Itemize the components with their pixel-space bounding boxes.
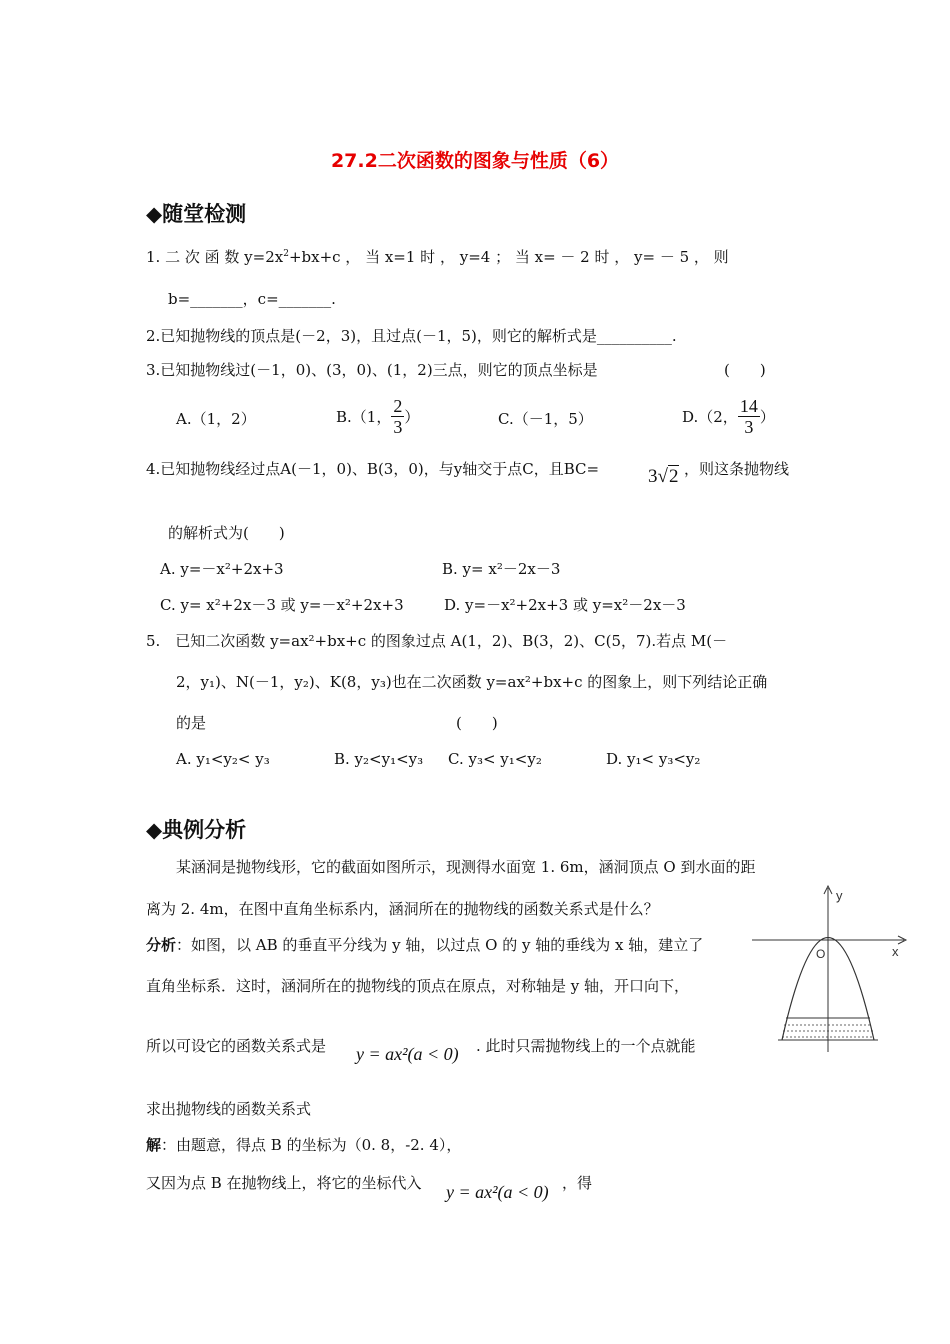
question-4-option-b: B. y= x²－2x－3 (442, 560, 561, 578)
question-5-option-b: B. y₂<y₁<y₃ (334, 750, 424, 768)
question-3-answer-paren: ( ) (724, 361, 766, 379)
question-4-stem-end: ，则这条抛物线 (684, 460, 790, 478)
question-5-option-c: C. y₃< y₁<y₂ (448, 750, 542, 768)
question-2: 2.已知抛物线的顶点是(－2，3)，且过点(－1，5)，则它的解析式是__________. (146, 327, 677, 345)
three-root-two: 3√2 (648, 466, 679, 487)
page-title: 27.2二次函数的图象与性质（6） (330, 150, 620, 172)
formula-y-ax2-second: y = ax²(a < 0) (446, 1182, 549, 1202)
question-3-option-d: D.（2， $\frac{14}{3}$ ） (682, 396, 775, 437)
solution-line-2: 又因为点 B 在抛物线上，将它的坐标代入 (146, 1174, 422, 1192)
analysis-line-2: 直角坐标系．这时，涵洞所在的抛物线的顶点在原点，对称轴是 y 轴，开口向下， (146, 977, 690, 995)
question-3-option-b: B.（1， $\frac{2}{3}$ ） (336, 396, 420, 437)
question-4-option-c: C. y= x²+2x－3 或 y=－x²+2x+3 (160, 596, 404, 614)
question-5-option-a: A. y₁<y₂< y₃ (176, 750, 270, 768)
example-paragraph-1: 某涵洞是抛物线形，它的截面如图所示，现测得水面宽 1. 6m，涵洞顶点 O 到水面的距 (176, 858, 756, 876)
section-heading-quiz: ◆随堂检测 (146, 202, 247, 226)
question-5-option-d: D. y₁< y₃<y₂ (606, 750, 701, 768)
question-3-stem: 3.已知抛物线过(－1，0)、(3，0)、(1，2)三点，则它的顶点坐标是 (146, 361, 598, 379)
analysis-line-1: 分析：如图，以 AB 的垂直平分线为 y 轴，以过点 O 的 y 轴的垂线为 x 轴，建立了 (146, 936, 704, 954)
solution-line-2-end: ，得 (562, 1174, 593, 1192)
fraction-two-thirds: $\frac{2}{3}$ (393, 396, 403, 437)
question-5-line-2: 2，y₁)、N(－1，y₂)、K(8，y₃)也在二次函数 y=ax²+bx+c 的图象上，则下列结论正确 (176, 673, 768, 691)
example-paragraph-2: 离为 2. 4m，在图中直角坐标系内，涵洞所在的抛物线的函数关系式是什么？ (146, 900, 659, 918)
solution-line-1: 解：由题意，得点 B 的坐标为（0. 8，-2. 4）， (146, 1136, 462, 1154)
question-5-line-3: 的是 (176, 714, 207, 732)
question-1-line-1: 1. 二 次 函 数 $y=2x^2+bx+c$ ， 当 x=1 时 ， y=4 ； 当 x= － 2 时 ， y= － 5 ， 则 (146, 248, 729, 266)
culvert-parabola-figure (748, 880, 913, 1060)
question-3-option-a: A.（1，2） (176, 410, 256, 428)
question-4-stem: 4.已知抛物线经过点A(－1，0)、B(3，0)，与y轴交于点C，且BC= (146, 460, 600, 478)
analysis-line-4: 求出抛物线的函数关系式 (146, 1100, 312, 1118)
formula-y-ax2: y = ax²(a < 0) (356, 1044, 459, 1064)
analysis-line-3-end: . 此时只需抛物线上的一个点就能 (476, 1037, 696, 1055)
analysis-line-3: 所以可设它的函数关系式是 (146, 1037, 327, 1055)
question-1-line-2: b=_______，c=_______. (168, 290, 336, 308)
question-5-answer-paren: ( ) (456, 714, 498, 732)
question-4-option-d: D. y=－x²+2x+3 或 y=x²－2x－3 (444, 596, 686, 614)
section-heading-example: ◆典例分析 (146, 818, 247, 842)
y-axis-label: y (836, 888, 843, 903)
question-4-line-2: 的解析式为( ) (168, 524, 285, 542)
question-5-line-1: 5. 已知二次函数 y=ax²+bx+c 的图象过点 A(1，2)、B(3，2)、C(5，7).若点 M(－ (146, 632, 728, 650)
question-3-option-c: C.（－1，5） (498, 410, 593, 428)
x-axis-label: x (892, 944, 899, 959)
origin-label: O (816, 947, 826, 961)
question-4-option-a: A. y=－x²+2x+3 (160, 560, 284, 578)
fraction-fourteen-thirds: $\frac{14}{3}$ (739, 396, 758, 437)
